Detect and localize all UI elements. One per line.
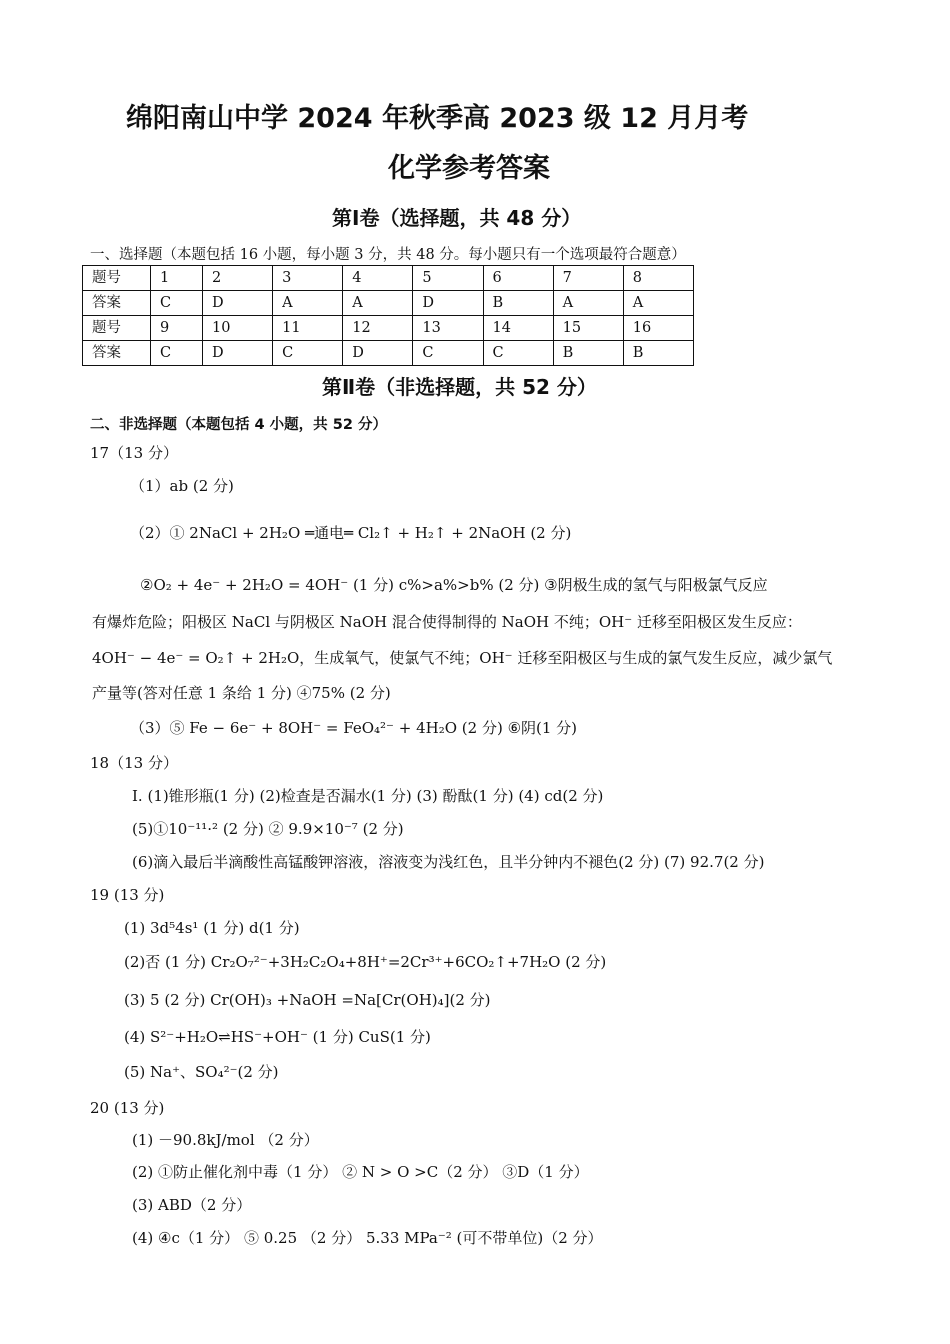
q17-answer-line: 4OH⁻ − 4e⁻ = O₂↑ + 2H₂O，生成氧气，使氯气不纯；OH⁻ 迁移至阳极区与生成的氯气发生反应，减少氯气 — [92, 649, 833, 667]
q18-answer-line: I. (1)锥形瓶(1 分) (2)检查是否漏水(1 分) (3) 酚酞(1 分) (4) cd(2 分) — [132, 787, 604, 805]
q17-answer-line: 有爆炸危险；阳极区 NaCl 与阴极区 NaOH 混合使得制得的 NaOH 不纯；OH⁻ 迁移至阳极区发生反应： — [92, 613, 802, 631]
q18-header: 18（13 分） — [90, 754, 178, 772]
q20-header: 20 (13 分) — [90, 1099, 165, 1117]
table-cell: 15 — [553, 316, 623, 341]
table-cell: 5 — [413, 266, 483, 291]
table-cell: 6 — [483, 266, 553, 291]
table-cell: A — [623, 291, 693, 316]
table-cell: 题号 — [83, 266, 151, 291]
table-cell: 8 — [623, 266, 693, 291]
table-cell: C — [483, 341, 553, 366]
q20-answer-line: (3) ABD（2 分） — [132, 1196, 252, 1214]
q18-answer-line: (6)滴入最后半滴酸性高锰酸钾溶液，溶液变为浅红色，且半分钟内不褪色(2 分) (7) 92.7(2 分) — [132, 853, 765, 871]
table-cell: 7 — [553, 266, 623, 291]
table-cell: C — [151, 291, 203, 316]
table-cell: 题号 — [83, 316, 151, 341]
q19-answer-line: (5) Na⁺、SO₄²⁻(2 分) — [124, 1063, 279, 1081]
table-cell: A — [553, 291, 623, 316]
q19-answer-line: (4) S²⁻+H₂O⇌HS⁻+OH⁻ (1 分) CuS(1 分) — [124, 1028, 431, 1046]
table-cell: 3 — [273, 266, 343, 291]
table-cell: B — [483, 291, 553, 316]
q17-answer-line: （2）① 2NaCl + 2H₂O ═通电═ Cl₂↑ + H₂↑ + 2NaOH (2 分) — [130, 524, 572, 542]
page-title-line2: 化学参考答案 — [388, 153, 550, 184]
table-cell: 16 — [623, 316, 693, 341]
table-row — [83, 266, 694, 291]
table-cell: A — [343, 291, 413, 316]
table-cell: 11 — [273, 316, 343, 341]
table-cell: C — [151, 341, 203, 366]
table-cell: 10 — [203, 316, 273, 341]
q17-answer-line: （3）⑤ Fe − 6e⁻ + 8OH⁻ = FeO₄²⁻ + 4H₂O (2 分) ⑥阴(1 分) — [130, 719, 578, 737]
table-row — [83, 291, 694, 316]
page-title-line1: 绵阳南山中学 2024 年秋季高 2023 级 12 月月考 — [126, 103, 749, 134]
q20-answer-line: (1) －90.8kJ/mol （2 分） — [132, 1131, 319, 1149]
q20-answer-line: (2) ①防止催化剂中毒（1 分） ② N > O >C（2 分） ③D（1 分） — [132, 1163, 589, 1181]
table-cell: 4 — [343, 266, 413, 291]
q17-answer-line: ②O₂ + 4e⁻ + 2H₂O = 4OH⁻ (1 分) c%>a%>b% (2 分) ③阴极生成的氢气与阳极氯气反应 — [140, 576, 768, 594]
answer-table — [82, 265, 694, 366]
table-cell: 答案 — [83, 291, 151, 316]
q18-answer-line: (5)①10⁻¹¹·² (2 分) ② 9.9×10⁻⁷ (2 分) — [132, 820, 404, 838]
table-cell: 14 — [483, 316, 553, 341]
q19-answer-line: (2)否 (1 分) Cr₂O₇²⁻+3H₂C₂O₄+8H⁺=2Cr³⁺+6CO₂↑+7H₂O (2 分) — [124, 953, 607, 971]
table-cell: D — [203, 341, 273, 366]
q20-answer-line: (4) ④c（1 分） ⑤ 0.25 （2 分） 5.33 MPa⁻² (可不带单位)（2 分） — [132, 1229, 603, 1247]
q19-answer-line: (1) 3d⁵4s¹ (1 分) d(1 分) — [124, 919, 300, 937]
table-cell: 13 — [413, 316, 483, 341]
table-cell: 1 — [151, 266, 203, 291]
part1-heading: 第Ⅰ卷（选择题，共 48 分） — [332, 206, 582, 230]
table-cell: B — [553, 341, 623, 366]
q17-answer-line: （1）ab (2 分) — [130, 477, 234, 495]
table-cell: 2 — [203, 266, 273, 291]
table-cell: D — [413, 291, 483, 316]
table-cell: C — [273, 341, 343, 366]
table-cell: 12 — [343, 316, 413, 341]
q17-header: 17（13 分） — [90, 444, 178, 462]
table-cell: D — [343, 341, 413, 366]
table-cell: B — [623, 341, 693, 366]
q19-answer-line: (3) 5 (2 分) Cr(OH)₃ +NaOH =Na[Cr(OH)₄](2 分) — [124, 991, 491, 1009]
table-cell: 9 — [151, 316, 203, 341]
table-cell: C — [413, 341, 483, 366]
part2-heading: 第Ⅱ卷（非选择题，共 52 分） — [322, 375, 597, 399]
q19-header: 19 (13 分) — [90, 886, 165, 904]
part1-intro: 一、选择题（本题包括 16 小题，每小题 3 分，共 48 分。每小题只有一个选项最符合题意） — [90, 247, 686, 263]
table-cell: D — [203, 291, 273, 316]
q17-answer-line: 产量等(答对任意 1 条给 1 分) ④75% (2 分) — [92, 684, 391, 702]
table-cell: 答案 — [83, 341, 151, 366]
part2-intro: 二、非选择题（本题包括 4 小题，共 52 分） — [90, 417, 387, 433]
table-row — [83, 341, 694, 366]
table-cell: A — [273, 291, 343, 316]
table-row — [83, 316, 694, 341]
